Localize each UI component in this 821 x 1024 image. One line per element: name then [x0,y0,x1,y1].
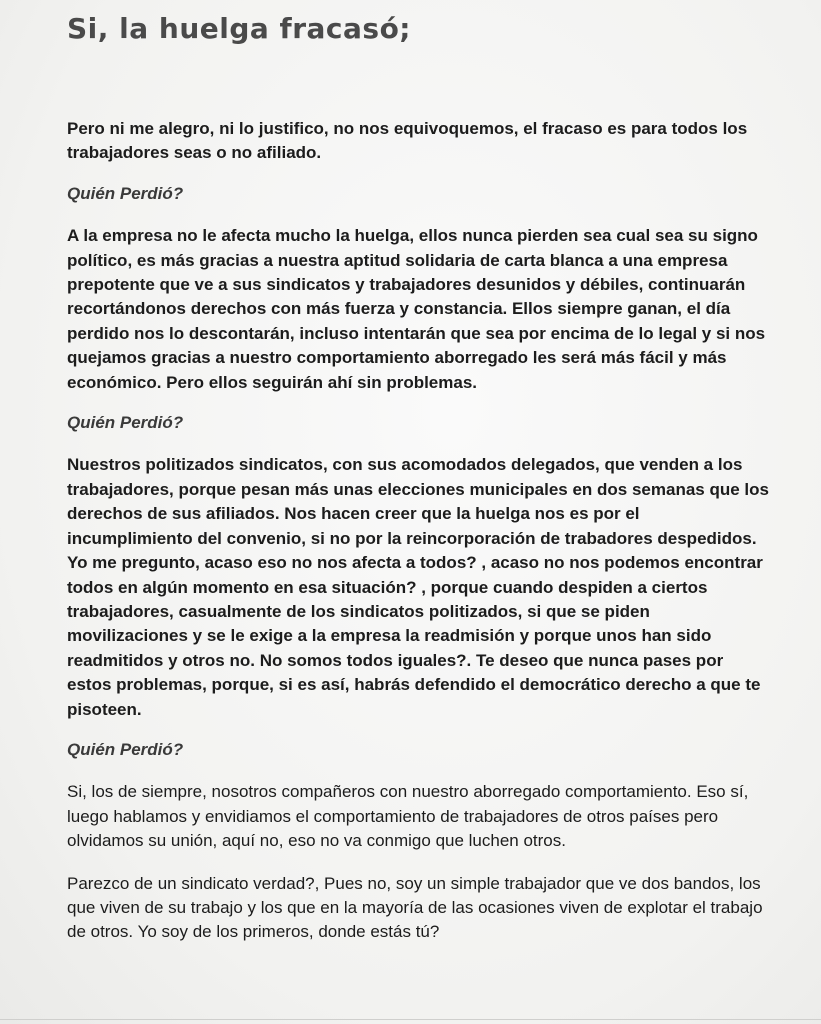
answer-paragraph-1: A la empresa no le afecta mucho la huelga, ellos nunca pierden sea cual sea su signo político, es más gracias a nuestra aptitud solidaria de carta blanca a una empresa prepotente que ve a sus sindicatos y trabajadores desunidos y débiles, continuarán recortándonos derechos con más fuerza y constancia. Ellos siempre ganan, el día perdido nos lo descontarán, incluso intentarán que sea por encima de lo legal y si nos quejamos gracias a nuestro comportamiento aborregado les será más fácil y más económico. Pero ellos seguirán ahí sin problemas. [67,226,766,392]
answer-paragraph-2: Nuestros politizados sindicatos, con sus acomodados delegados, que venden a los trabajadores, porque pesan más unas elecciones municipales en dos semanas que los derechos de sus afiliados. Nos hacen creer que la huelga nos es por el incumplimiento del convenio, si no por la reincorporación de trabadores despedidos. Yo me pregunto, acaso eso no nos afecta a todos? , acaso no nos podemos encontrar todos en algún momento en esa situación? , porque cuando despiden a ciertos trabajadores, casualmente de los sindicatos politizados, si que se piden movilizaciones y se le exige a la empresa la readmisión y porque unos han sido readmitidos y otros no. No somos todos iguales?. Te deseo que nunca pases por estos problemas, porque, si es así, habrás defendido el democrático derecho a que te pisoteen. [67,455,769,719]
question-heading-1: Quién Perdió? [67,183,184,203]
document-title: Si, la huelga fracasó; [67,12,412,45]
closing-paragraph: Parezco de un sindicato verdad?, Pues no, soy un simple trabajador que ve dos bandos, los que viven de su trabajo y los que en la mayoría de las ocasiones viven de explotar el trabajo de otros. Yo soy de los primeros, donde estás tú? [67,873,763,942]
answer-paragraph-3: Si, los de siempre, nosotros compañeros con nuestro aborregado comportamiento. Eso sí, luego hablamos y envidiamos el comportamiento de trabajadores de otros países pero olvidamos su unión, aquí no, eso no va conmigo que luchen otros. [67,782,749,851]
question-heading-3: Quién Perdió? [67,739,184,759]
page-bottom-divider [0,1019,821,1020]
intro-paragraph: Pero ni me alegro, ni lo justifico, no nos equivoquemos, el fracaso es para todos los trabajadores seas o no afiliado. [67,119,748,163]
question-heading-2: Quién Perdió? [67,413,184,433]
document-body [67,117,769,945]
